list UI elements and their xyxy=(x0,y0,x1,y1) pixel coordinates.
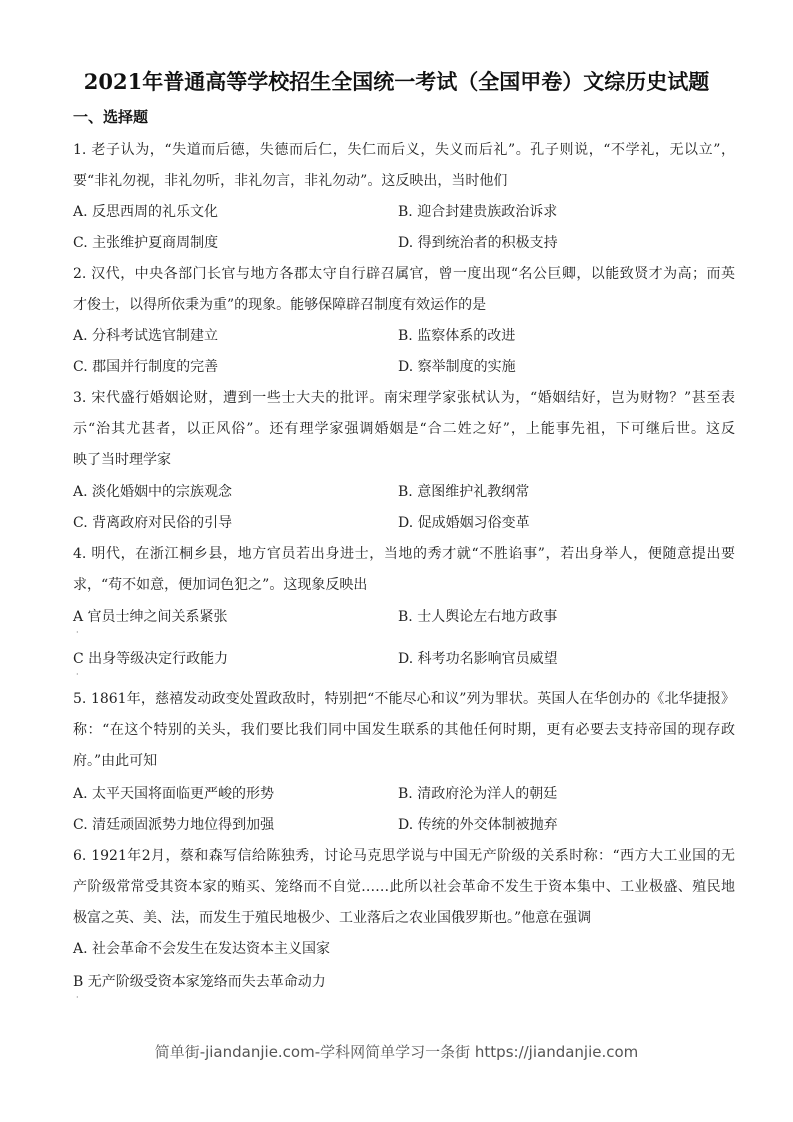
question-4-line-1: 4. 明代，在浙江桐乡县，地方官员若出身进士，当地的秀才就“不胜谄事”，若出身举人，便随意提出要 xyxy=(73,546,735,562)
q3-option-a: A. 淡化婚姻中的宗族观念 xyxy=(73,484,233,500)
q2-option-c: C. 郡国并行制度的完善 xyxy=(73,359,219,375)
question-5-line-1: 5. 1861年，慈禧发动政变处置政敌时，特别把“不能尽心和议”列为罪状。英国人在华创办的《北华捷报》 xyxy=(73,691,735,707)
q2-option-a: A. 分科考试选官制建立 xyxy=(73,328,219,344)
question-6-line-2: 产阶级常常受其资本家的贿买、笼络而不自觉……此所以社会革命不发生于资本集中、工业极盛、殖民地 xyxy=(73,879,735,895)
stray-mark: · xyxy=(76,993,79,1002)
q5-option-c: C. 清廷顽固派势力地位得到加强 xyxy=(73,817,275,833)
q1-option-d: D. 得到统治者的积极支持 xyxy=(398,235,558,251)
question-4-line-2: 求，“苟不如意，便加词色犯之”。这现象反映出 xyxy=(73,577,368,593)
question-5-line-3: 府。”由此可知 xyxy=(73,753,158,769)
question-2-line-1: 2. 汉代，中央各部门长官与地方各郡太守自行辟召属官，曾一度出现“名公巨卿，以能致贤才为高；而英 xyxy=(73,266,735,282)
section-heading: 一、选择题 xyxy=(73,108,149,126)
q1-option-b: B. 迎合封建贵族政治诉求 xyxy=(398,204,558,220)
question-2-line-2: 才俊士，以得所依秉为重”的现象。能够保障辟召制度有效运作的是 xyxy=(73,297,487,313)
q4-option-a: A 官员士绅之间关系紧张 xyxy=(73,609,228,625)
question-3-line-3: 映了当时理学家 xyxy=(73,452,171,468)
q5-option-b: B. 清政府沦为洋人的朝廷 xyxy=(398,786,558,802)
q1-option-c: C. 主张维护夏商周制度 xyxy=(73,235,219,251)
q4-option-c: C 出身等级决定行政能力 xyxy=(73,651,229,667)
q4-option-b: B. 士人舆论左右地方政事 xyxy=(398,609,558,625)
q2-option-b: B. 监察体系的改进 xyxy=(398,328,516,344)
q5-option-a: A. 太平天国将面临更严峻的形势 xyxy=(73,786,275,802)
question-1-line-2: 要“非礼勿视，非礼勿听，非礼勿言，非礼勿动”。这反映出，当时他们 xyxy=(73,173,508,189)
question-6-line-1: 6. 1921年2月，蔡和森写信给陈独秀，讨论马克思学说与中国无产阶级的关系时称：“西方大工业国的无 xyxy=(73,848,735,864)
stray-mark: · xyxy=(76,670,79,679)
footer-watermark: 简单街-jiandanjie.com-学科网简单学习一条街 https://jiandanjie.com xyxy=(154,1043,639,1061)
question-1-line-1: 1. 老子认为，“失道而后德，失德而后仁，失仁而后义，失义而后礼”。孔子则说，“不学礼，无以立”， xyxy=(73,142,735,158)
q4-option-d: D. 科考功名影响官员威望 xyxy=(398,651,558,667)
q1-option-a: A. 反思西周的礼乐文化 xyxy=(73,204,219,220)
page-title: 2021年普通高等学校招生全国统一考试（全国甲卷）文综历史试题 xyxy=(83,69,710,94)
q3-option-c: C. 背离政府对民俗的引导 xyxy=(73,515,233,531)
question-6-line-3: 极富之英、美、法，而发生于殖民地极少、工业落后之农业国俄罗斯也。”他意在强调 xyxy=(73,910,592,926)
q2-option-d: D. 察举制度的实施 xyxy=(398,359,516,375)
stray-mark: · xyxy=(76,628,79,637)
q3-option-b: B. 意图维护礼教纲常 xyxy=(398,484,530,500)
q6-option-a: A. 社会革命不会发生在发达资本主义国家 xyxy=(73,941,331,957)
question-3-line-1: 3. 宋代盛行婚姻论财，遭到一些士大夫的批评。南宋理学家张栻认为，“婚姻结好，岂为财物？”甚至表 xyxy=(73,390,735,406)
q5-option-d: D. 传统的外交体制被抛弃 xyxy=(398,817,558,833)
question-5-line-2: 称：“在这个特别的关头，我们要比我们同中国发生联系的其他任何时期，更有必要去支持帝国的现存政 xyxy=(73,722,735,738)
q6-option-b: B 无产阶级受资本家笼络而失去革命动力 xyxy=(73,974,326,990)
question-3-line-2: 示“治其尤甚者，以正风俗”。还有理学家强调婚姻是“合二姓之好”，上能事先祖，下可继后世。这反 xyxy=(73,421,735,437)
q3-option-d: D. 促成婚姻习俗变革 xyxy=(398,515,530,531)
